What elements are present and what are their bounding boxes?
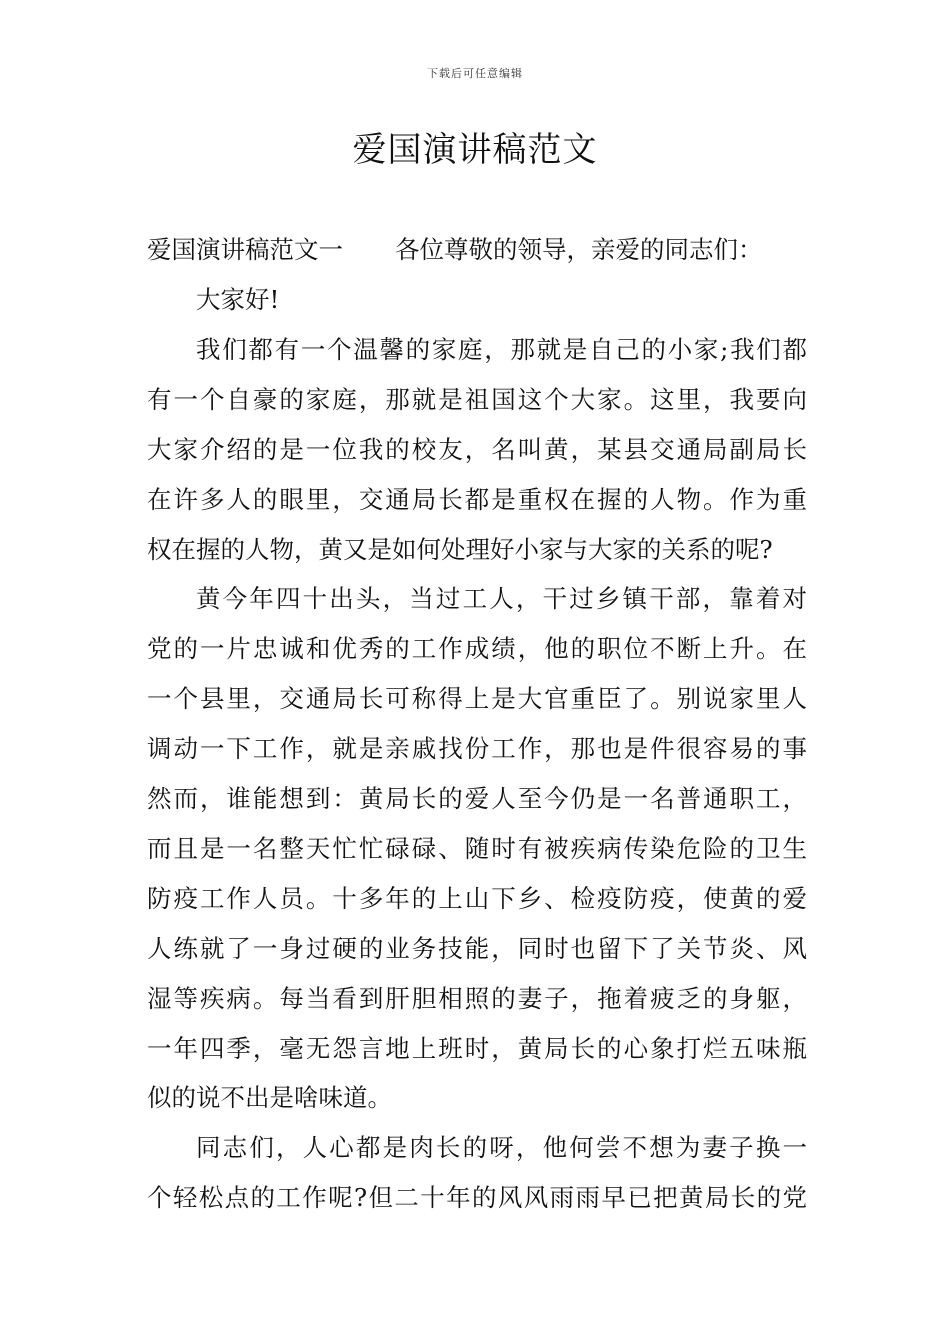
text-line: 有一个自豪的家庭，那就是祖国这个大家。这里，我要向 (147, 385, 807, 414)
text-line: 一年四季，毫无怨言地上班时，黄局长的心象打烂五味瓶 (147, 1034, 807, 1063)
text-line: 一个县里，交通局长可称得上是大官重臣了。别说家里人 (147, 684, 807, 713)
text-line: 然而，谁能想到：黄局长的爱人至今仍是一名普通职工， (147, 784, 807, 813)
salutation: 各位尊敬的领导，亲爱的同志们： (395, 235, 763, 264)
text-line: 党的一片忠诚和优秀的工作成绩，他的职位不断上升。在 (147, 634, 807, 663)
text-line: 同志们，人心都是肉长的呀，他何尝不想为妻子换一 (196, 1133, 807, 1162)
text-line: 大家介绍的是一位我的校友，名叫黄，某县交通局副局长 (147, 435, 807, 464)
header-note: 下载后可任意编辑 (427, 67, 523, 80)
section-label: 爱国演讲稿范文一 (147, 235, 343, 264)
text-line: 我们都有一个温馨的家庭，那就是自己的小家;我们都 (196, 335, 807, 364)
text-line: 人练就了一身过硬的业务技能，同时也留下了关节炎、风 (147, 934, 807, 963)
text-line: 似的说不出是啥味道。 (147, 1083, 392, 1112)
text-line: 湿等疾病。每当看到肝胆相照的妻子，拖着疲乏的身躯， (147, 984, 807, 1013)
text-line: 在许多人的眼里，交通局长都是重权在握的人物。作为重 (147, 485, 807, 514)
text-line: 黄今年四十出头，当过工人，干过乡镇干部，靠着对 (196, 584, 807, 613)
text-line: 大家好! (196, 285, 280, 314)
intro-line (147, 235, 807, 265)
text-line: 权在握的人物，黄又是如何处理好小家与大家的关系的呢? (147, 535, 773, 564)
text-line: 而且是一名整天忙忙碌碌、随时有被疾病传染危险的卫生 (147, 834, 807, 863)
text-line: 个轻松点的工作呢?但二十年的风风雨雨早已把黄局长的党 (147, 1183, 807, 1212)
document-title: 爱国演讲稿范文 (352, 130, 598, 170)
text-line: 调动一下工作，就是亲戚找份工作，那也是件很容易的事 (147, 734, 807, 763)
text-line: 防疫工作人员。十多年的上山下乡、检疫防疫，使黄的爱 (147, 884, 807, 913)
